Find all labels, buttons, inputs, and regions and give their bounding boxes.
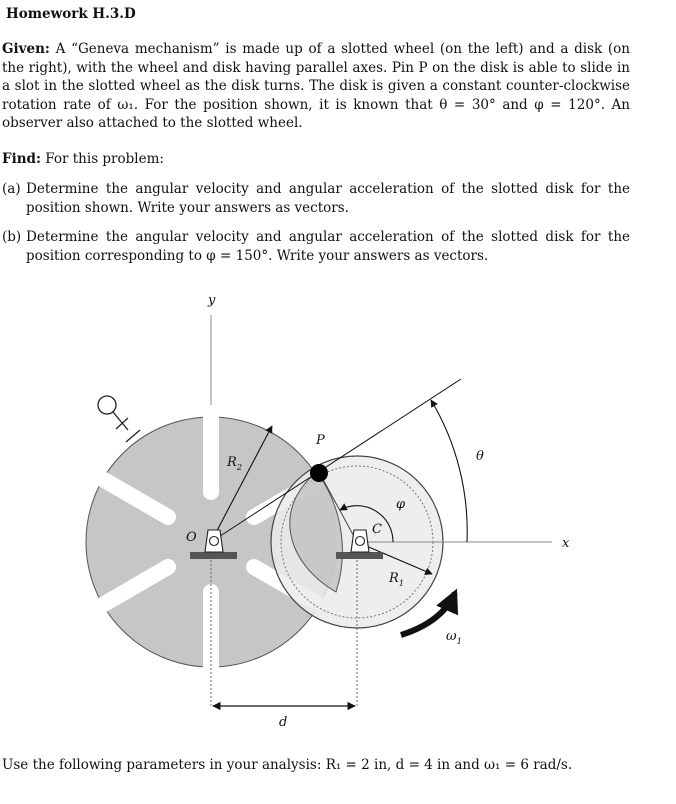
d-label: d — [279, 715, 288, 730]
wheel-tab — [98, 396, 140, 442]
phi-label: φ — [396, 497, 406, 512]
pin-p — [310, 464, 328, 482]
given-text: A “Geneva mechanism” is made up of a slotted wheel (on the left) and a disk (on the right), with the wheel and disk having parallel axes. Pin P on the disk is able to slide in a slot in the slotted wheel as the disk turns. The disk is given a constant counter-clockwise rotation rate of ω₁. For the position shown, it is known that θ = 30° and φ = 120°. An observer also attached to the slotted wheel. — [2, 41, 630, 131]
o-label: O — [186, 530, 197, 545]
given-label: Given: — [2, 41, 50, 57]
find-label: Find: — [2, 151, 41, 167]
c-label: C — [372, 522, 382, 537]
p-label: P — [316, 433, 325, 448]
y-axis-label: y — [208, 293, 216, 308]
question-a-label: (a) — [2, 181, 21, 197]
question-b-text: Determine the angular velocity and angular acceleration of the slotted disk for the position corresponding to φ = 150°. Write your answers as vectors. — [26, 229, 630, 264]
parameters-line: Use the following parameters in your analysis: R₁ = 2 in, d = 4 in and ω₁ = 6 rad/s. — [2, 757, 573, 773]
x-axis-label: x — [562, 536, 570, 551]
r1-label: $R_1$ — [389, 571, 405, 589]
homework-title: Homework H.3.D — [6, 6, 136, 22]
question-a-text: Determine the angular velocity and angular acceleration of the slotted disk for the position shown. Write your answers as vectors. — [26, 181, 630, 216]
omega-label: $\omega_1$ — [446, 629, 463, 647]
find-text: For this problem: — [45, 151, 164, 167]
theta-label: θ — [476, 449, 484, 464]
question-b-label: (b) — [2, 229, 22, 245]
r2-label: $R_2$ — [227, 455, 243, 473]
